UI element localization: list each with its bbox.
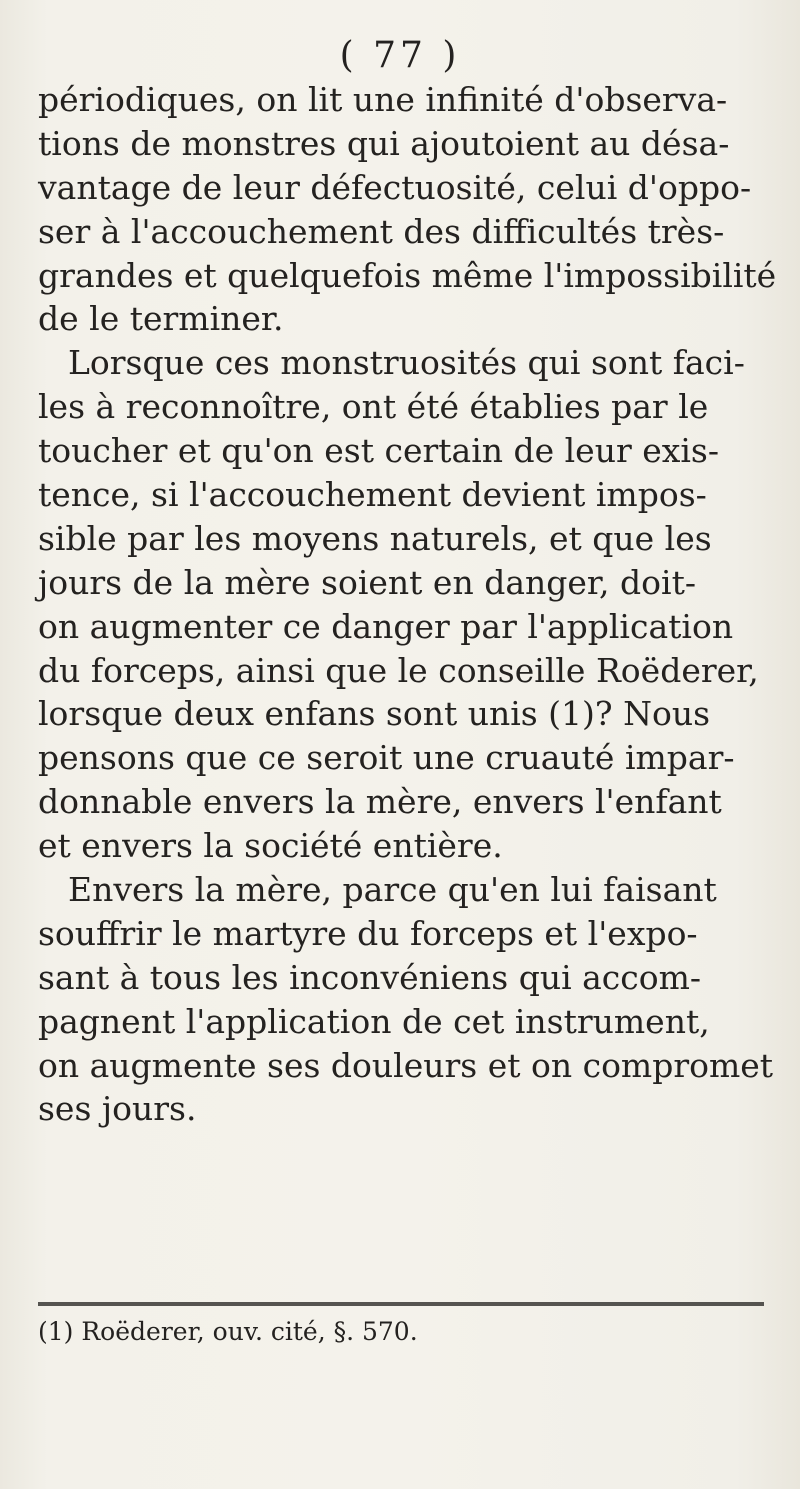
text-line: du forceps, ainsi que le conseille Roëderer, bbox=[38, 650, 759, 690]
paragraph-start-line: Envers la mère, parce qu'en lui faisant bbox=[68, 870, 717, 910]
text-line: sible par les moyens naturels, et que les bbox=[38, 518, 712, 558]
footnote: (1) Roëderer, ouv. cité, §. 570. bbox=[38, 1317, 418, 1346]
body-text bbox=[38, 78, 777, 1131]
text-line: tions de monstres qui ajoutoient au désa- bbox=[38, 123, 730, 163]
text-line: pagnent l'application de cet instrument, bbox=[38, 1001, 710, 1041]
text-line: périodiques, on lit une infinité d'observa- bbox=[38, 80, 728, 119]
text-line: les à reconnoître, ont été établies par le bbox=[38, 387, 709, 427]
text-line: on augmenter ce danger par l'application bbox=[38, 606, 734, 646]
text-line: et envers la société entière. bbox=[38, 826, 503, 866]
text-line: ses jours. bbox=[38, 1089, 197, 1129]
text-line: toucher et qu'on est certain de leur exis- bbox=[38, 431, 720, 471]
text-line: sant à tous les inconvéniens qui accom- bbox=[38, 957, 702, 997]
text-line: donnable envers la mère, envers l'enfant bbox=[38, 782, 722, 822]
text-line: grandes et quelquefois même l'impossibilité bbox=[38, 255, 777, 295]
text-line: tence, si l'accouchement devient impos- bbox=[38, 475, 707, 515]
text-line: lorsque deux enfans sont unis (1)? Nous bbox=[38, 694, 711, 734]
text-line: souffrir le martyre du forceps et l'expo- bbox=[38, 913, 698, 953]
page-number: ( 77 ) bbox=[339, 35, 461, 76]
paragraph-start-line: Lorsque ces monstruosités qui sont faci- bbox=[68, 343, 745, 383]
text-line: pensons que ce seroit une cruauté impar- bbox=[38, 738, 735, 778]
footnote-separator bbox=[38, 1302, 764, 1306]
text-line: de le terminer. bbox=[38, 299, 284, 339]
text-line: ser à l'accouchement des difficultés très- bbox=[38, 211, 725, 251]
text-line: jours de la mère soient en danger, doit- bbox=[38, 562, 696, 602]
text-line: on augmente ses douleurs et on compromet bbox=[38, 1045, 774, 1085]
text-line: vantage de leur défectuosité, celui d'oppo- bbox=[38, 167, 752, 207]
